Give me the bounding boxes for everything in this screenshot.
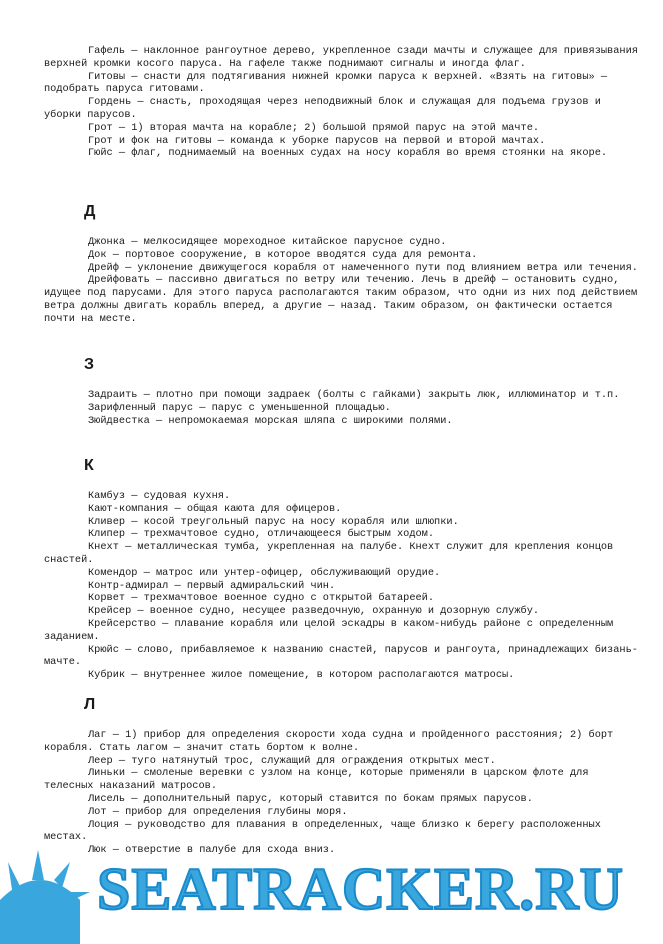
glossary-entry: Задраить — плотно при помощи задраек (болты с гайками) закрыть люк, иллюминатор и т.п. <box>88 389 620 401</box>
section-g <box>44 45 640 160</box>
glossary-entry: Люк — отверстие в палубе для схода вниз. <box>88 844 336 857</box>
glossary-entry: Джонка — мелкосидящее мореходное китайское парусное судно. <box>88 236 447 248</box>
glossary-entry: Грот и фок на гитовы — команда к уборке парусов на первой и второй мачтах. <box>88 134 546 147</box>
glossary-entry: Клипер — трехмачтовое судно, отличающееся быстрым ходом. <box>88 528 435 541</box>
glossary-entry: Гитовы — снасти для подтягивания нижней кромки паруса к верхней. «Взять на гитовы» — подобрать паруса гитовами. <box>44 70 608 96</box>
section-heading: Д <box>84 203 96 220</box>
glossary-entry: Лаг — 1) прибор для определения скорости хода судна и пройденного расстояния; 2) борт корабля. Стать лагом — значит стать бортом к волне. <box>44 729 614 754</box>
section-z <box>44 356 640 427</box>
glossary-entry: Крейсер — военное судно, несущее разведочную, охранную и дозорную службу. <box>88 605 540 618</box>
glossary-entry: Кливер — косой треугольный парус на носу корабля или шлюпки. <box>88 515 459 528</box>
glossary-entry: Зюйдвестка — непромокаемая морская шляпа с широкими полями. <box>88 414 453 427</box>
glossary-entry: Контр-адмирал — первый адмиральский чин. <box>88 579 336 592</box>
glossary-entry: Гордень — снасть, проходящая через неподвижный блок и служащая для подъема грузов и уборки парусов. <box>44 96 601 121</box>
glossary-entry: Корвет — трехмачтовое военное судно с открытой батареей. <box>88 592 435 605</box>
section-heading: К <box>84 457 94 474</box>
glossary-entry: Грот — 1) вторая мачта на корабле; 2) большой прямой парус на этой мачте. <box>88 121 540 134</box>
glossary-entry: Дрейф — уклонение движущегося корабля от намеченного пути под влиянием ветра или течения. <box>88 261 638 274</box>
glossary-entry: Кают-компания — общая каюта для офицеров. <box>88 502 342 515</box>
glossary-entry: Кнехт — металлическая тумба, укрепленная на палубе. Кнехт служит для крепления концов снастей. <box>44 541 614 566</box>
glossary-entry: Камбуз — судовая кухня. <box>88 490 231 502</box>
glossary-entry: Крейсерство — плавание корабля или целой эскадры в каком-нибудь районе с определенным заданием. <box>44 617 614 643</box>
glossary-entry: Гюйс — флаг, поднимаемый на военных судах на носу корабля во время стоянки на якоре. <box>88 147 608 160</box>
glossary-entry: Дрейфовать — пассивно двигаться по ветру или течению. Лечь в дрейф — остановить судно, идущее под парусами. Для этого паруса располагаются таким образом, что одни из них под действием ветра должны двигать корабль вперед, а другие — назад. Таким образом, он фактически остается почти на месте. <box>44 274 638 325</box>
section-d <box>44 203 640 326</box>
glossary-entry: Док — портовое сооружение, в которое вводятся суда для ремонта. <box>88 248 478 261</box>
section-heading: З <box>84 356 95 373</box>
glossary-entry: Леер — туго натянутый трос, служащий для ограждения открытых мест. <box>88 754 496 767</box>
glossary-entry: Кубрик — внутреннее жилое помещение, в котором располагаются матросы. <box>88 669 515 682</box>
section-l <box>44 696 640 857</box>
glossary-entry: Крюйс — слово, прибавляемое к названию снастей, парусов и рангоута, принадлежащих бизань-мачте. <box>44 643 638 669</box>
glossary-entry: Лот — прибор для определения глубины моря. <box>88 805 348 818</box>
glossary-entry: Лоция — руководство для плавания в определенных, чаще близко к берегу расположенных местах. <box>44 818 601 844</box>
glossary-entry: Линьки — смоленые веревки с узлом на конце, которые применяли в царском флоте для телесных наказаний матросов. <box>44 767 589 793</box>
glossary-entry: Лисель — дополнительный парус, который ставится по бокам прямых парусов. <box>88 792 533 805</box>
section-k <box>44 457 640 682</box>
watermark-text: SEATRACKER.RU <box>97 856 624 922</box>
section-heading: Л <box>84 696 96 713</box>
glossary-entry: Зарифленный парус — парус с уменьшенной площадью. <box>88 401 391 414</box>
glossary-entry: Комендор — матрос или унтер-офицер, обслуживающий орудие. <box>88 566 441 579</box>
glossary-entry: Гафель — наклонное рангоутное дерево, укрепленное сзади мачты и служащее для привязывания верхней кромки косого паруса. На гафеле также поднимают сигналы и иногда флаг. <box>44 45 638 70</box>
